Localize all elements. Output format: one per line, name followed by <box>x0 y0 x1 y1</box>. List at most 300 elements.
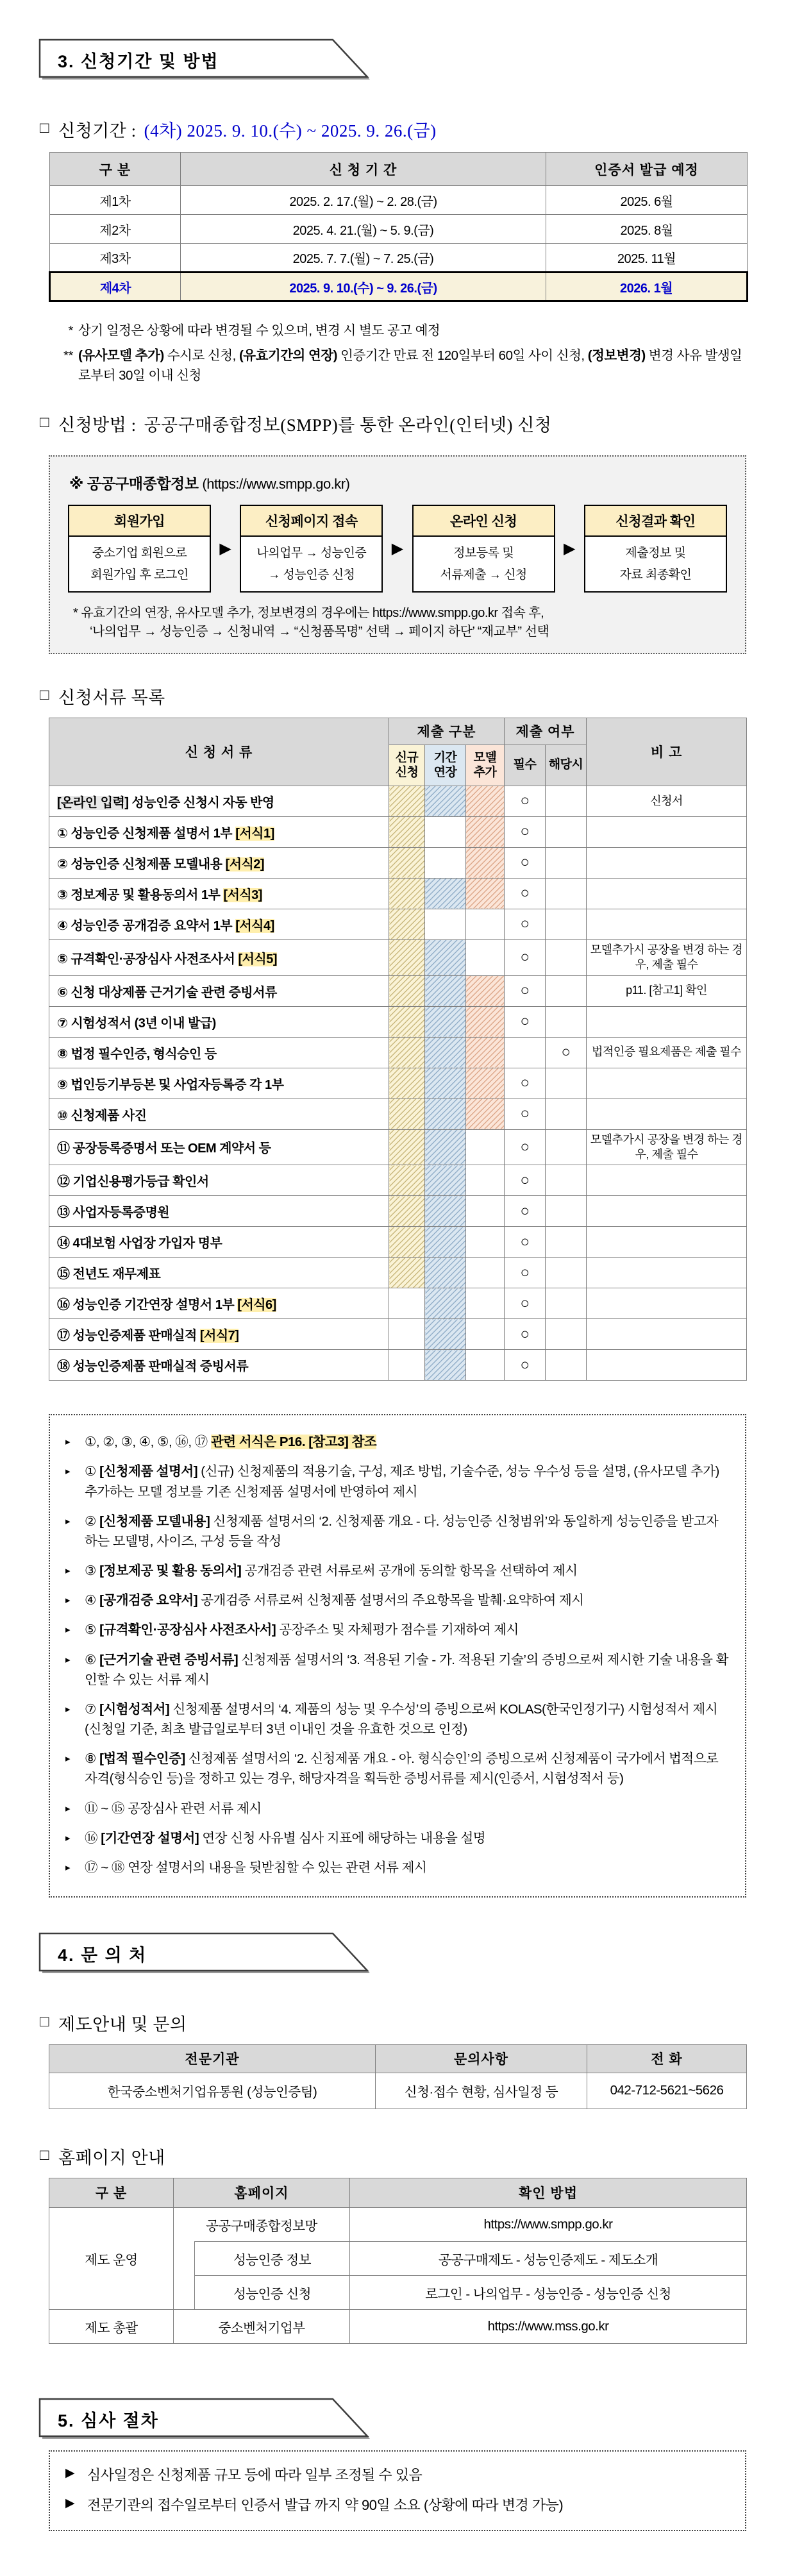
table-row <box>49 1165 747 1196</box>
schedule-note <box>56 321 749 341</box>
schedule-note <box>56 346 749 386</box>
required-mark: ○ <box>505 975 546 1006</box>
submit-ext-cell <box>425 975 466 1006</box>
note-post: (신규) 신청제품의 적용기술, 구성, 제조 방법, 기술수준, 성능 우수성 등을 설명, (유사모델 추가) 추가하는 모델 정보를 기존 신청제품 설명서에 반영하여 제시 <box>85 1464 719 1499</box>
list-item <box>65 2464 730 2484</box>
doc-label-cell <box>49 939 389 975</box>
doc-label-cell <box>49 816 389 847</box>
triangle-bullet-icon: ▸ <box>65 1803 71 1814</box>
docs-header-doc: 신 청 서 류 <box>49 718 389 786</box>
note-bold: [신청제품 모델내용] <box>99 1513 210 1529</box>
doc-label: ① 성능인증 신청제품 설명서 1부 <box>57 826 236 841</box>
flow-step-line: 제출정보 및 <box>625 546 686 560</box>
when-mark <box>546 1227 587 1258</box>
when-mark <box>546 1068 587 1099</box>
note-text <box>85 1432 732 1452</box>
note-highlight: 관련 서식은 P16. [참고3] 참조 <box>210 1435 377 1450</box>
contact-phone: 042-712-5621~5626 <box>587 2073 747 2109</box>
submit-model-cell <box>466 1319 505 1350</box>
section4-banner <box>38 1932 375 1974</box>
note-cell: 모델추가시 공장을 변경 하는 경우, 제출 필수 <box>587 1129 747 1165</box>
smpp-title-url: (https://www.smpp.go.kr) <box>202 476 350 492</box>
note-text <box>85 1799 732 1819</box>
review-note: 심사일정은 신청제품 규모 등에 따라 일부 조정될 수 있음 <box>87 2467 423 2484</box>
section4-title: 4. 문 의 처 <box>58 1945 147 1965</box>
doc-label: ⑫ 기업신용평가등급 확인서 <box>57 1175 209 1190</box>
table-row <box>49 1037 747 1068</box>
flow-step-body <box>241 537 381 591</box>
doc-label: ⑦ 시험성적서 (3년 이내 발급) <box>57 1016 216 1031</box>
contact-header-row <box>49 2044 747 2073</box>
note-cell <box>587 1319 747 1350</box>
round-issue: 2025. 8월 <box>546 215 748 244</box>
docs-heading <box>40 684 795 709</box>
required-mark: ○ <box>505 1165 546 1196</box>
submit-model-cell <box>466 786 505 816</box>
docs-header-when: 해당시 <box>546 745 587 786</box>
submit-ext-cell <box>425 1037 466 1068</box>
when-mark <box>546 1196 587 1227</box>
form-tag: [서식3] <box>223 888 262 902</box>
note-post: 공개검증 관련 서류로써 공개에 동의할 항목을 선택하여 제시 <box>241 1563 578 1579</box>
when-mark <box>546 1319 587 1350</box>
contact-header-org: 전문기관 <box>49 2044 376 2073</box>
note-text <box>85 1620 732 1640</box>
table-row <box>49 939 747 975</box>
table-row <box>50 186 748 215</box>
submit-new-cell <box>389 1006 425 1037</box>
triangle-bullet-icon: ▸ <box>65 1703 71 1715</box>
rounds-header-row <box>50 153 748 186</box>
submit-model-cell <box>466 847 505 878</box>
note-pre: ① <box>85 1464 100 1479</box>
table-row <box>49 1258 747 1288</box>
required-mark: ○ <box>505 1196 546 1227</box>
contact-table <box>49 2044 747 2109</box>
required-mark: ○ <box>505 1258 546 1288</box>
note-cell <box>587 878 747 909</box>
note-cell <box>587 1258 747 1288</box>
table-row <box>49 1227 747 1258</box>
list-item <box>65 1749 732 1789</box>
required-mark: ○ <box>505 1068 546 1099</box>
arrow-right-icon: ▶ <box>564 540 576 557</box>
note-cell <box>587 1165 747 1196</box>
note-post: 공장심사 관련 서류 제시 <box>128 1801 262 1816</box>
review-note: 전문기관의 접수일로부터 인증서 발급 까지 약 90일 소요 (상황에 따라 변경 가능) <box>87 2497 564 2514</box>
note-text <box>85 1699 732 1739</box>
submit-model-cell <box>466 939 505 975</box>
submit-new-cell <box>389 975 425 1006</box>
note-post: 연장 신청 사유별 심사 지표에 해당하는 내용을 설명 <box>199 1830 486 1846</box>
form-tag: [서식4] <box>235 918 274 933</box>
note-bold: [기간연장 설명서] <box>101 1830 199 1846</box>
docs-table <box>49 718 747 1381</box>
required-mark: ○ <box>505 1288 546 1319</box>
note-text <box>78 346 749 386</box>
doc-label-cell <box>49 1129 389 1165</box>
required-mark: ○ <box>505 878 546 909</box>
required-mark: ○ <box>505 939 546 975</box>
triangle-bullet-icon: ▸ <box>65 1753 71 1765</box>
homepage-table <box>49 2178 747 2344</box>
note-part: 인증기간 만료 전 120일부터 60일 사이 신청, <box>337 348 588 363</box>
round-period: 2025. 7. 7.(월) ~ 7. 25.(금) <box>181 244 546 273</box>
required-mark: ○ <box>505 786 546 816</box>
table-row <box>49 1196 747 1227</box>
homepage-site: 중소벤처기업부 <box>174 2310 350 2344</box>
submit-new-cell <box>389 847 425 878</box>
when-mark <box>546 1165 587 1196</box>
note-pre: ④ <box>85 1593 100 1608</box>
table-row <box>49 1288 747 1319</box>
note-bold: [규격확인·공장심사 사전조사서] <box>99 1622 276 1638</box>
note-post: 신청제품 설명서의 ‘4. 제품의 성능 및 우수성’의 증빙으로써 KOLAS(한국인정기구) 시험성적서 제시(신청일 기준, 최초 발급일로부터 3년 이내인 것을 유효한 것으로 인정) <box>85 1701 718 1737</box>
doc-label-cell <box>49 909 389 939</box>
submit-model-cell <box>466 909 505 939</box>
smpp-note-line2: ‘나의업무 → 성능인증 → 신청내역 → “신청품목명” 선택 → 페이지 하단’ “재교부” 선택 <box>90 624 549 639</box>
table-row <box>49 2310 747 2344</box>
round-name: 제2차 <box>50 215 181 244</box>
submit-ext-cell <box>425 1068 466 1099</box>
note-cell <box>587 1068 747 1099</box>
contact-org: 한국중소벤처기업유통원 (성능인증팀) <box>49 2073 376 2109</box>
triangle-bullet-icon: ▶ <box>65 2496 75 2511</box>
contact-header-inquiry: 문의사항 <box>376 2044 587 2073</box>
triangle-bullet-icon: ▸ <box>65 1832 71 1844</box>
flow-step-body <box>585 537 726 591</box>
round-period: 2025. 2. 17.(월) ~ 2. 28.(금) <box>181 186 546 215</box>
flow-step-body <box>414 537 554 591</box>
doc-label: ⑤ 규격확인·공장심사 사전조사서 <box>57 952 238 966</box>
table-row <box>49 847 747 878</box>
required-mark <box>505 1037 546 1068</box>
arrow-right-icon: ▶ <box>391 540 404 557</box>
submit-ext-cell <box>425 1099 466 1129</box>
round-name: 제3차 <box>50 244 181 273</box>
doc-label: ③ 정보제공 및 활용동의서 1부 <box>57 888 224 902</box>
note-cell <box>587 1006 747 1037</box>
note-cell <box>587 1350 747 1381</box>
note-post: 신청제품 설명서의 ‘2. 신청제품 개요 - 다. 성능인증 신청범위’와 동일하게 성능인증을 받고자 하는 모델명, 사이즈, 구성 등을 작성 <box>85 1513 719 1549</box>
table-row <box>49 786 747 816</box>
when-mark <box>546 816 587 847</box>
note-cell <box>587 1099 747 1129</box>
flow-step-line: → 성능인증 신청 <box>268 568 355 582</box>
homepage-heading-label: 홈페이지 안내 <box>58 2148 165 2168</box>
form-tag: [서식7] <box>199 1329 239 1343</box>
doc-label: ⑧ 법정 필수인증, 형식승인 등 <box>57 1047 217 1061</box>
rounds-table <box>49 152 748 302</box>
submit-new-cell <box>389 878 425 909</box>
triangle-bullet-icon: ▸ <box>65 1466 71 1477</box>
round-name: 제1차 <box>50 186 181 215</box>
required-mark: ○ <box>505 1227 546 1258</box>
submit-model-cell <box>466 878 505 909</box>
submit-ext-cell <box>425 1258 466 1288</box>
submit-model-cell <box>466 1196 505 1227</box>
required-mark: ○ <box>505 1129 546 1165</box>
smpp-note-line1: * 유효기간의 연장, 유사모델 추가, 정보변경의 경우에는 https://www.smpp.go.kr 접속 후, <box>73 605 544 620</box>
submit-new-cell <box>389 1288 425 1319</box>
submit-new-cell <box>389 816 425 847</box>
table-row <box>49 1068 747 1099</box>
required-mark: ○ <box>505 1099 546 1129</box>
form-tag: [서식2] <box>225 857 265 871</box>
homepage-how: https://www.mss.go.kr <box>350 2310 747 2344</box>
homepage-site-sub <box>174 2275 350 2310</box>
submit-new-cell <box>389 1319 425 1350</box>
homepage-site-subwrap: 성능인증 정보 <box>194 2241 349 2275</box>
contact-inquiry: 신청·접수 현황, 심사일정 등 <box>376 2073 587 2109</box>
table-row <box>49 1129 747 1165</box>
note-text <box>85 1828 732 1848</box>
homepage-header-division: 구 분 <box>49 2178 174 2207</box>
flow-step-title: 온라인 신청 <box>414 506 554 537</box>
note-post: 신청제품 설명서의 ‘3. 적용된 기술 - 가. 적용된 기술’의 증빙으로써 제시한 기술 내용을 확인할 수 있는 서류 제시 <box>85 1652 728 1687</box>
submit-model-cell <box>466 1288 505 1319</box>
doc-label-cell <box>49 1319 389 1350</box>
contact-heading <box>40 2010 795 2035</box>
submit-model-cell <box>466 1350 505 1381</box>
note-bold: [정보제공 및 활용 동의서] <box>99 1563 242 1579</box>
when-mark <box>546 1288 587 1319</box>
submit-ext-cell <box>425 847 466 878</box>
doc-label: ⑬ 사업자등록증명원 <box>57 1206 170 1220</box>
list-item <box>65 1432 732 1452</box>
note-cell: 법적인증 필요제품은 제출 필수 <box>587 1037 747 1068</box>
submit-model-cell <box>466 816 505 847</box>
submit-ext-cell <box>425 816 466 847</box>
list-item <box>65 1590 732 1610</box>
homepage-group-operation: 제도 운영 <box>49 2207 174 2310</box>
doc-label-cell <box>49 1350 389 1381</box>
form-tag: [서식6] <box>237 1298 276 1313</box>
note-cell <box>587 1227 747 1258</box>
note-pre: ⑧ <box>85 1751 100 1767</box>
submit-ext-cell <box>425 878 466 909</box>
flow-step-apply <box>412 505 555 593</box>
triangle-bullet-icon: ▸ <box>65 1436 71 1448</box>
note-pre: ③ <box>85 1563 100 1579</box>
submit-ext-cell <box>425 1196 466 1227</box>
note-bold: (유사모델 추가) <box>78 348 164 363</box>
doc-label: ⑭ 4대보험 사업장 가입자 명부 <box>57 1236 222 1251</box>
note-pre: ⑤ <box>85 1622 100 1638</box>
doc-label: 성능인증 신청시 자동 반영 <box>128 795 274 810</box>
docs-header-extension <box>425 745 466 786</box>
docs-heading-label: 신청서류 목록 <box>58 687 165 707</box>
submit-ext-cell <box>425 939 466 975</box>
table-row-highlighted <box>50 273 748 301</box>
flow-step-line: 중소기업 회원으로 <box>92 546 187 560</box>
note-post: 신청제품 설명서의 ‘2. 신청제품 개요 - 아. 형식승인’의 증빙으로써 신청제품이 국가에서 법적으로 자격(형식승인 등)을 정하고 있는 경우, 해당자격을 획득한 증빙서류를 제시(인증서, 시험성적서 등) <box>85 1751 719 1787</box>
doc-label: ⑪ 공장등록증명서 또는 OEM 계약서 등 <box>57 1141 271 1156</box>
note-bold: [신청제품 설명서] <box>99 1464 198 1479</box>
note-pre: ⑪ ~ ⑮ <box>85 1801 128 1816</box>
note-pre: ⑯ <box>85 1830 101 1846</box>
flow-step-body <box>69 537 210 591</box>
doc-label: ④ 성능인증 공개검증 요약서 1부 <box>57 918 236 933</box>
list-item <box>65 1511 732 1551</box>
homepage-group-supervision: 제도 총괄 <box>49 2310 174 2344</box>
doc-label-cell <box>49 1258 389 1288</box>
submit-ext-cell <box>425 1288 466 1319</box>
list-item <box>65 1799 732 1819</box>
flow-step-line: 회원가입 후 로그인 <box>90 568 188 582</box>
required-mark: ○ <box>505 1350 546 1381</box>
list-item <box>65 1650 732 1690</box>
homepage-heading <box>40 2144 795 2169</box>
table-row <box>50 244 748 273</box>
doc-label-cell <box>49 1037 389 1068</box>
submit-ext-cell <box>425 1350 466 1381</box>
doc-label-cell <box>49 975 389 1006</box>
rounds-header-period: 신 청 기 간 <box>181 153 546 186</box>
submit-new-cell <box>389 1196 425 1227</box>
submit-model-cell <box>466 975 505 1006</box>
note-text: 상기 일정은 상황에 따라 변경될 수 있으며, 변경 시 별도 공고 예정 <box>78 323 440 338</box>
table-row <box>49 816 747 847</box>
period-value: (4차) 2025. 9. 10.(수) ~ 2025. 9. 26.(금) <box>144 121 437 140</box>
square-bullet-icon: □ <box>40 414 49 432</box>
when-mark <box>546 847 587 878</box>
table-row <box>49 2207 747 2241</box>
note-cell <box>587 1196 747 1227</box>
square-bullet-icon: □ <box>40 2146 49 2164</box>
round-name: 제4차 <box>50 273 181 301</box>
flow-step-line: 정보등록 및 <box>453 546 514 560</box>
header-line: 신규 <box>395 750 419 764</box>
flow-step-line: 나의업무 → 성능인증 <box>256 546 367 560</box>
submit-model-cell <box>466 1037 505 1068</box>
flow-step-title: 신청페이지 접속 <box>241 506 381 537</box>
header-line: 기간 <box>433 750 457 764</box>
note-cell: 신청서 <box>587 786 747 816</box>
submit-ext-cell <box>425 1129 466 1165</box>
docs-header-note: 비 고 <box>587 718 747 786</box>
round-period: 2025. 9. 10.(수) ~ 9. 26.(금) <box>181 273 546 301</box>
list-item <box>65 2495 730 2514</box>
doc-label: ⑥ 신청 대상제품 근거기술 관련 증빙서류 <box>57 985 277 1000</box>
required-mark: ○ <box>505 909 546 939</box>
docs-header-row1 <box>49 718 747 745</box>
when-mark <box>546 1006 587 1037</box>
round-issue: 2026. 1월 <box>546 273 748 301</box>
square-bullet-icon: □ <box>40 686 49 703</box>
submit-ext-cell <box>425 909 466 939</box>
table-row <box>49 975 747 1006</box>
note-marker: * <box>68 323 73 338</box>
contact-header-phone: 전 화 <box>587 2044 747 2073</box>
list-item <box>65 1620 732 1640</box>
triangle-bullet-icon: ▸ <box>65 1624 71 1636</box>
doc-label-cell <box>49 847 389 878</box>
note-cell <box>587 909 747 939</box>
schedule-notes <box>56 321 749 385</box>
table-row <box>49 1099 747 1129</box>
header-line: 모델 <box>473 750 497 764</box>
homepage-header-site: 홈페이지 <box>174 2178 350 2207</box>
note-text <box>85 1749 732 1789</box>
doc-label-cell <box>49 1288 389 1319</box>
when-mark <box>546 939 587 975</box>
method-label: 신청방법 : <box>58 416 137 435</box>
smpp-title-name: ※ 공공구매종합정보 <box>69 475 199 492</box>
doc-label-cell <box>49 1196 389 1227</box>
note-post: 공장주소 및 자체평가 점수를 기재하여 제시 <box>276 1622 519 1638</box>
doc-label-cell <box>49 1165 389 1196</box>
triangle-bullet-icon: ▸ <box>65 1654 71 1665</box>
note-cell: p11. [참고1] 확인 <box>587 975 747 1006</box>
required-mark: ○ <box>505 847 546 878</box>
flow-step-access <box>240 505 383 593</box>
flow-step-line: 서류제출 → 신청 <box>440 568 527 582</box>
submit-new-cell <box>389 1350 425 1381</box>
docs-notes-box <box>49 1414 746 1898</box>
doc-label: ⑩ 신청제품 사진 <box>57 1108 147 1123</box>
homepage-header-how: 확인 방법 <box>350 2178 747 2207</box>
submit-new-cell <box>389 1037 425 1068</box>
note-text <box>85 1858 732 1878</box>
homepage-site: 공공구매종합정보망 <box>174 2207 350 2241</box>
note-cell <box>587 816 747 847</box>
when-mark <box>546 786 587 816</box>
flow-step-line: 자료 최종확인 <box>619 568 692 582</box>
note-part: 수시로 신청, <box>163 348 239 363</box>
doc-label-cell <box>49 1227 389 1258</box>
contact-heading-label: 제도안내 및 문의 <box>58 2014 187 2034</box>
header-line: 연장 <box>433 766 457 780</box>
doc-label-cell <box>49 786 389 816</box>
required-mark: ○ <box>505 816 546 847</box>
flow-step-signup <box>68 505 211 593</box>
submit-new-cell <box>389 1099 425 1129</box>
method-value: 공공구매종합정보(SMPP)를 통한 온라인(인터넷) 신청 <box>144 416 552 435</box>
submit-new-cell <box>389 1129 425 1165</box>
note-cell: 모델추가시 공장을 변경 하는 경우, 제출 필수 <box>587 939 747 975</box>
doc-label-cell <box>49 878 389 909</box>
method-heading <box>40 411 795 436</box>
when-mark <box>546 909 587 939</box>
section3-banner <box>38 38 375 81</box>
doc-label: ⑱ 성능인증제품 판매실적 증빙서류 <box>57 1360 249 1374</box>
square-bullet-icon: □ <box>40 120 49 137</box>
submit-new-cell <box>389 939 425 975</box>
doc-label: ② 성능인증 신청제품 모델내용 <box>57 857 226 871</box>
flow-step-title: 회원가입 <box>69 506 210 537</box>
required-mark: ○ <box>505 1006 546 1037</box>
triangle-bullet-icon: ▸ <box>65 1862 71 1873</box>
doc-label-cell <box>49 1099 389 1129</box>
period-heading <box>40 117 795 142</box>
note-bold: (유효기간의 연장) <box>238 348 337 363</box>
docs-header-new <box>389 745 425 786</box>
header-line: 신청 <box>395 766 419 780</box>
docs-header-required-group: 제출 여부 <box>505 718 587 745</box>
table-row <box>49 2073 747 2109</box>
submit-ext-cell <box>425 1006 466 1037</box>
docs-header-submit-group: 제출 구분 <box>389 718 505 745</box>
note-pre: ② <box>85 1513 100 1529</box>
note-bold: [공개검증 요약서] <box>99 1593 198 1608</box>
note-text <box>85 1650 732 1690</box>
submit-model-cell <box>466 1227 505 1258</box>
triangle-bullet-icon: ▶ <box>65 2466 75 2480</box>
note-part: 변경 사유 발생일로부터 30일 이내 신청 <box>78 348 742 383</box>
list-item <box>65 1699 732 1739</box>
square-bullet-icon: □ <box>40 2013 49 2030</box>
